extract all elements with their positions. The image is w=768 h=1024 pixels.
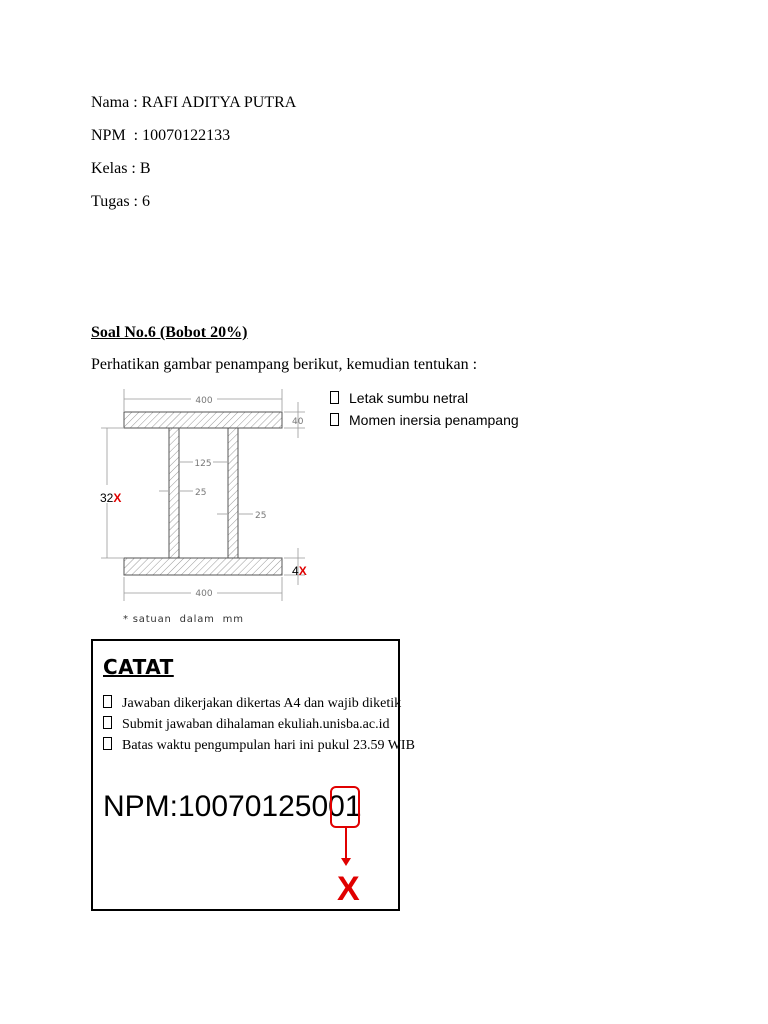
checkbox-icon [103, 737, 112, 750]
flange-mark: 4X [292, 564, 307, 578]
npm-example: NPM:10070125001 [103, 790, 362, 823]
checkbox-icon [103, 695, 112, 708]
left-web [169, 428, 179, 558]
dim-top-label: 400 [195, 396, 213, 406]
question-prompt: Perhatikan gambar penampang berikut, kemudian tentukan : [91, 356, 478, 373]
checkbox-icon [330, 391, 339, 404]
note-item-3: Batas waktu pengumpulan hari ini pukul 23.59 WIB [103, 737, 415, 754]
height-mark: 32X [100, 491, 122, 505]
dim-bottom-label: 400 [195, 589, 213, 599]
note-item-2: Submit jawaban dihalaman ekuliah.unisba.ac.id [103, 716, 389, 733]
highlight-box [331, 787, 359, 827]
checkbox-icon [103, 716, 112, 729]
dim-web-left-label: 25 [195, 488, 207, 498]
student-class: Kelas : B [91, 160, 151, 177]
student-name: Nama : RAFI ADITYA PUTRA [91, 94, 297, 111]
question-title: Soal No.6 (Bobot 20%) [91, 324, 248, 341]
checkbox-icon [330, 413, 339, 426]
top-flange [124, 412, 282, 428]
dim-gap-label: 125 [194, 459, 212, 469]
dim-flange-label: 40 [292, 417, 304, 427]
right-web [228, 428, 238, 558]
units-note: * satuan dalam mm [123, 614, 244, 625]
task-item-2: Momen inersia penampang [330, 412, 519, 428]
student-npm: NPM : 10070122133 [91, 127, 231, 144]
x-variable-label: X [337, 870, 360, 908]
assignment-number: Tugas : 6 [91, 193, 150, 210]
i-beam-section-drawing [95, 385, 325, 610]
arrow-down-icon [341, 858, 351, 866]
dim-web-right-label: 25 [255, 511, 267, 521]
note-item-1: Jawaban dikerjakan dikertas A4 dan wajib diketik [103, 695, 401, 712]
note-box-title: CATAT [103, 655, 174, 679]
bottom-flange [124, 558, 282, 575]
task-item-1: Letak sumbu netral [330, 390, 468, 406]
